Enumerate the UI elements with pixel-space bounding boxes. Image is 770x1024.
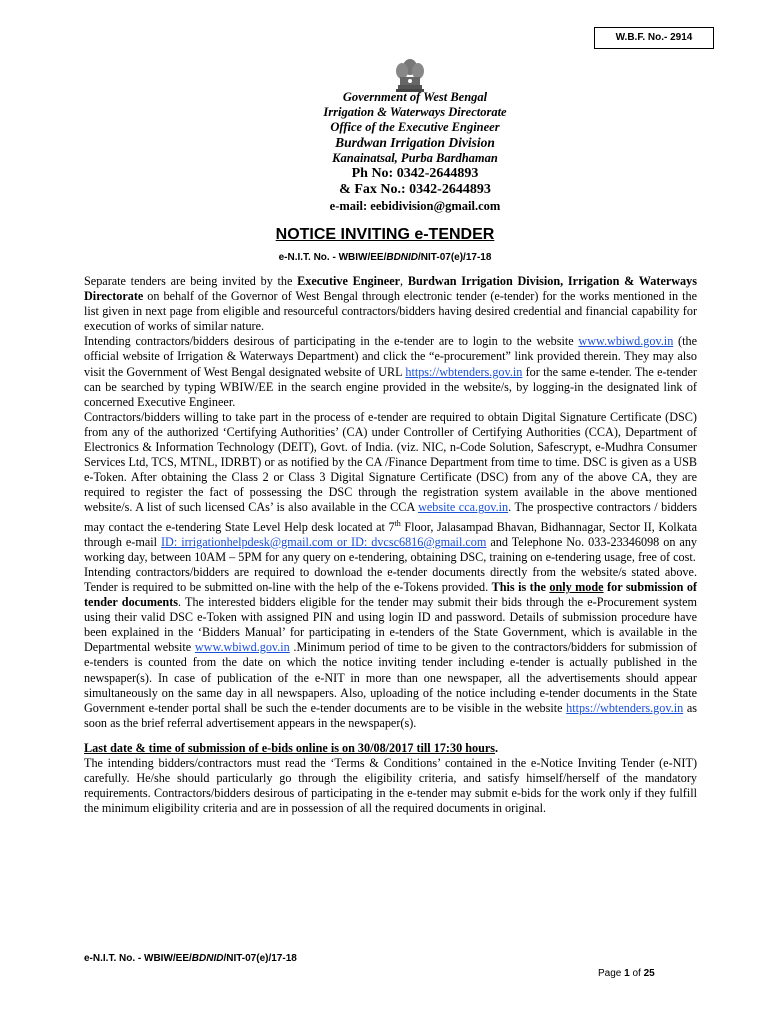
division-line: Burdwan Irrigation Division: [335, 135, 495, 150]
phone-line: Ph No: 0342-2644893: [351, 166, 479, 181]
govt-line: Government of West Bengal: [342, 90, 488, 104]
form-number-box: W.B.F. No.- 2914: [594, 27, 714, 49]
helpdesk-email-link[interactable]: ID: irrigationhelpdesk@gmail.com or ID: dvcsc6816@gmail.com: [161, 534, 487, 549]
last-date-heading: Last date & time of submission of e-bids online is on 30/08/2017 till 17:30 hours.: [84, 740, 499, 755]
wbtenders-link-2[interactable]: https://wbtenders.gov.in: [566, 700, 684, 715]
directorate-line: Irrigation & Waterways Directorate: [323, 105, 507, 119]
footer-nit-number: e-N.I.T. No. - WBIW/EE/BDNID/NIT-07(e)/17-18: [84, 953, 297, 964]
notice-body: [84, 274, 697, 816]
cca-link[interactable]: website cca.gov.in: [418, 500, 509, 515]
letterhead: [250, 90, 580, 214]
page-title: NOTICE INVITING e-TENDER: [275, 226, 495, 243]
nit-number: e-N.I.T. No. - WBIW/EE/BDNID/NIT-07(e)/17-18: [278, 252, 492, 263]
state-emblem-icon: [392, 55, 428, 95]
wbtenders-link[interactable]: https://wbtenders.gov.in: [405, 364, 523, 379]
paragraph-download: Intending contractors/bidders are required to download the e-tender documents directly from the website/s stated above. Tender is required to be submitted on-line with the help of the e-Tokens provided. This is the only mode for submission of tender documents. The interested bidders eligible for the tender may submit their bids through the e-Procurement system using their valid DSC e-Token with assigned PIN and using login ID and password. Details of submission procedure have been explained in the ‘Bidders Manual’ for participating in e-tenders of the State Government, which is available in the Departmental website www.wbiwd.gov.in .Minimum period of time to be given to the contractors/bidders for submission of e-tenders is counted from the date on which the notice inviting tender including e-tender is actually published in the newspaper(s). In case of publication of the e-NIT in more than one newspaper, all the advertisements should appear simultaneously on the same day in all newspapers. Also, uploading of the notice including e-tender documents in the State Government e-tender portal shall be such the e-tender documents are to be visible in the website https://wbtenders.gov.in as soon as the brief referral advertisement appears in the newspaper(s).: [84, 564, 697, 730]
page-number: Page 1 of 25: [598, 968, 655, 979]
paragraph-terms: The intending bidders/contractors must read the ‘Terms & Conditions’ contained in the e-Notice Inviting Tender (e-NIT) carefully. He/she should particularly go through the eligibility criteria, and satisfy himself/herself of the mandatory requirements. Contractors/bidders desirous of participating in the e-tender may submit e-bids for the work only if they fulfill the minimum eligibility criteria and are in possession of all the required documents in original.: [84, 755, 697, 816]
paragraph-intro: Separate tenders are being invited by the Executive Engineer, Burdwan Irrigation Division, Irrigation & Waterways Directorate on behalf of the Governor of West Bengal through electronic tender (e-tender) for the works mentioned in the list given in next page from eligible and resourceful contractors/bidders having desired credential and financial capability for execution of works of similar nature.: [84, 274, 697, 334]
wbiwd-link[interactable]: www.wbiwd.gov.in: [578, 334, 674, 349]
email-line: e-mail: eebidivision@gmail.com: [329, 199, 501, 213]
fax-line: & Fax No.: 0342-2644893: [339, 182, 491, 197]
address-line: Kanainatsal, Purba Bardhaman: [332, 151, 498, 165]
office-line: Office of the Executive Engineer: [330, 120, 500, 134]
wbiwd-link-2[interactable]: www.wbiwd.gov.in: [194, 640, 290, 655]
paragraph-dsc: Contractors/bidders willing to take part in the process of e-tender are required to obtain Digital Signature Certificate (DSC) from any of the authorized ‘Certifying Authorities’ (CA) under Controller of Certifying Authorities (CCA), Department of Electronics & Information Technology (DEIT), Govt. of India. (viz. NIC, n-Code Solution, Safescrypt, e-Mudhra Consumer Services Ltd, TCS, MTNL, IDRBT) or as notified by the CA /Finance Department from time to time. DSC is given as a USB e-Token. After obtaining the Class 2 or Class 3 Digital Signature Certificate (DSC) from any of the above CA, they are required to register the fact of possessing the DSC through the registration system available in the above mentioned website/s. A list of such licensed CAs’ is also available in the CCA website cca.gov.in. The prospective contractors / bidders may contact the e-tendering State Level Help desk located at 7th Floor, Jalasampad Bhavan, Bidhannagar, Sector II, Kolkata through e-mail ID: irrigationhelpdesk@gmail.com or ID: dvcsc6816@gmail.com and Telephone No. 033-23346098 on any working day, between 10AM – 5PM for any query on e-tendering, obtaining DSC, training on e-tendering usage, free of cost.: [84, 409, 698, 564]
paragraph-login: Intending contractors/bidders desirous of participating in the e-tender are to login to the website www.wbiwd.gov.in (the official website of Irrigation & Waterways Department) and click the “e-procurement” link provided therein. They may also visit the Government of West Bengal designated website of URL https://wbtenders.gov.in for the same e-tender. The e-tender can be searched by typing WBIW/EE in the search engine provided in the website/s, by logging-in the designated link of concerned Executive Engineer.: [84, 334, 698, 409]
